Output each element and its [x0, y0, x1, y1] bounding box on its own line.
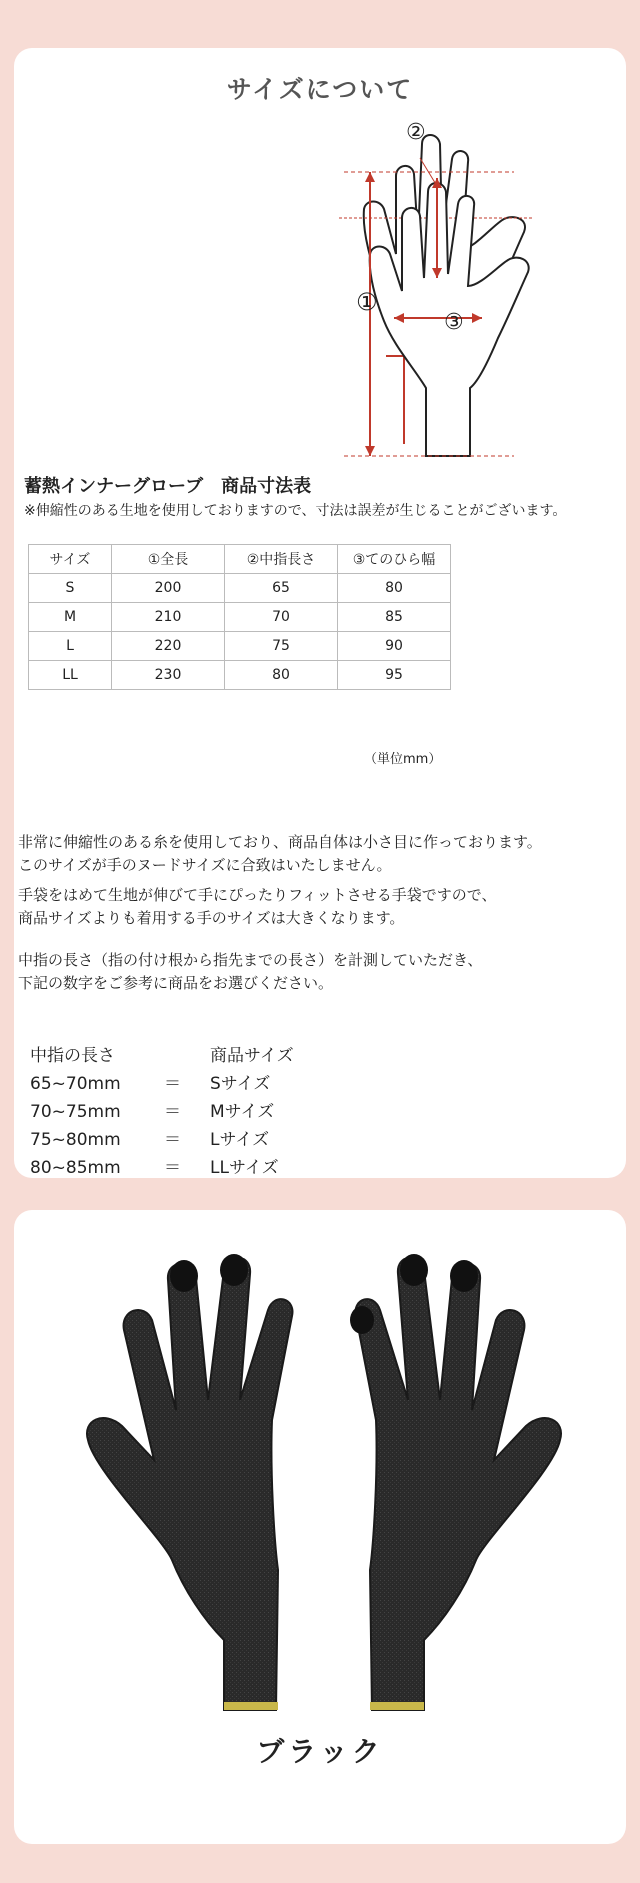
- size-guide-row: [30, 1154, 294, 1182]
- table-header: ①全長: [112, 545, 225, 574]
- finger-length: 75~80mm: [30, 1130, 121, 1150]
- table-cell: 65: [225, 574, 338, 603]
- table-cell: 95: [338, 661, 451, 690]
- table-cell: 230: [112, 661, 225, 690]
- product-title: 蓄熱インナーグローブ 商品寸法表: [24, 476, 312, 497]
- equals-sign: ＝: [164, 1130, 181, 1150]
- product-color-card: [14, 1210, 626, 1844]
- left-glove: [87, 1254, 292, 1710]
- table-header: ③てのひら幅: [338, 545, 451, 574]
- finger-length: 65~70mm: [30, 1074, 121, 1094]
- table-cell: M: [29, 603, 112, 632]
- equals-sign: ＝: [164, 1102, 181, 1122]
- size-info-card: [14, 48, 626, 1178]
- unit-label: （単位mm）: [364, 752, 442, 767]
- table-cell: 80: [338, 574, 451, 603]
- product-size: LLサイズ: [210, 1158, 279, 1178]
- size-guide-row: [30, 1098, 294, 1126]
- description-paragraph: [18, 949, 482, 995]
- table-cell: 70: [225, 603, 338, 632]
- equals-sign: ＝: [164, 1074, 181, 1094]
- table-cell: 85: [338, 603, 451, 632]
- description-paragraph: [18, 884, 497, 930]
- product-size: Lサイズ: [210, 1130, 270, 1150]
- diagram-label-3: ③: [444, 310, 464, 335]
- size-guide-header-right: 商品サイズ: [210, 1046, 294, 1066]
- black-gloves-image: [64, 1240, 584, 1720]
- table-row: [29, 574, 451, 603]
- table-row: [29, 632, 451, 661]
- paragraph-line: 手袋をはめて生地が伸びて手にぴったりフィットさせる手袋ですので、: [18, 886, 497, 904]
- table-header: ②中指長さ: [225, 545, 338, 574]
- table-cell: L: [29, 632, 112, 661]
- table-cell: 210: [112, 603, 225, 632]
- table-header-row: [29, 545, 451, 574]
- table-cell: S: [29, 574, 112, 603]
- size-table: [28, 544, 451, 690]
- product-size: Sサイズ: [210, 1074, 271, 1094]
- color-label: ブラック: [256, 1735, 384, 1768]
- table-row: [29, 603, 451, 632]
- description-paragraph: [18, 831, 542, 877]
- paragraph-line: 商品サイズよりも着用する手のサイズは大きくなります。: [18, 909, 405, 927]
- finger-length: 80~85mm: [30, 1158, 121, 1178]
- size-guide-header-left: 中指の長さ: [30, 1046, 115, 1066]
- table-header: サイズ: [29, 545, 112, 574]
- equals-sign: ＝: [164, 1158, 181, 1178]
- paragraph-line: 下記の数字をご参考に商品をお選びください。: [18, 974, 334, 992]
- paragraph-line: 非常に伸縮性のある糸を使用しており、商品自体は小さ目に作っております。: [18, 833, 542, 851]
- right-glove: [350, 1254, 561, 1710]
- section-title: サイズについて: [226, 75, 414, 104]
- tolerance-note: ※伸縮性のある生地を使用しておりますので、寸法は誤差が生じることがございます。: [24, 503, 567, 519]
- table-cell: 75: [225, 632, 338, 661]
- paragraph-line: 中指の長さ（指の付け根から指先までの長さ）を計測していただき、: [18, 951, 483, 969]
- finger-length: 70~75mm: [30, 1102, 121, 1122]
- table-row: [29, 661, 451, 690]
- size-guide-header: [30, 1042, 294, 1070]
- diagram-label-1: ①: [356, 288, 378, 316]
- size-guide-row: [30, 1070, 294, 1098]
- size-guide: [30, 1042, 294, 1182]
- table-cell: 200: [112, 574, 225, 603]
- table-cell: LL: [29, 661, 112, 690]
- product-size: Mサイズ: [210, 1102, 275, 1122]
- hand-diagram: [344, 156, 624, 466]
- table-cell: 90: [338, 632, 451, 661]
- size-guide-row: [30, 1126, 294, 1154]
- paragraph-line: このサイズが手のヌードサイズに合致はいたしません。: [18, 856, 392, 874]
- table-cell: 80: [225, 661, 338, 690]
- diagram-label-2: ②: [406, 120, 426, 145]
- table-cell: 220: [112, 632, 225, 661]
